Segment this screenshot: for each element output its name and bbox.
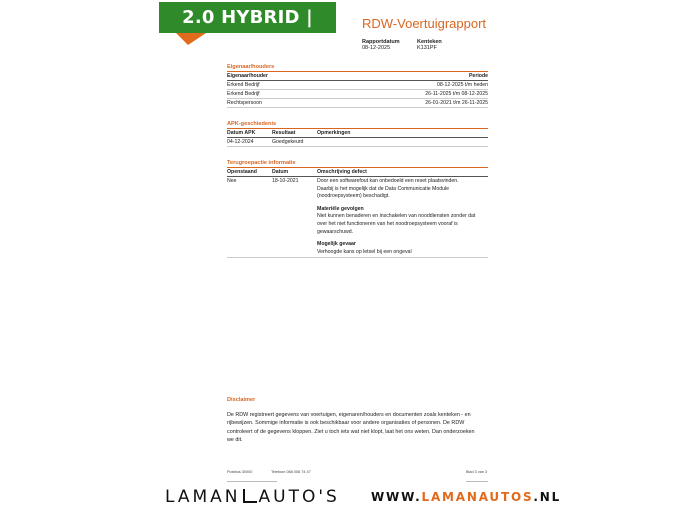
material-line: Niet kunnen benaderen en inschakelen van nooddiensten zonder dat: [317, 213, 476, 220]
material-line: gewaarschuwd.: [317, 228, 354, 235]
website-url: [371, 490, 561, 504]
promo-banner-text: 2.0 HYBRID | CARPLAY: [182, 7, 313, 59]
footer-cut-line: [466, 481, 488, 482]
recall-col-description: Omschrijving defect: [317, 169, 367, 175]
material-consequences-title: Materiële gevolgen: [317, 205, 364, 212]
report-title: RDW-Voertuigrapport: [362, 16, 487, 31]
owners-col-owner: Eigenaar/houder: [227, 73, 268, 79]
table-row: [227, 90, 488, 99]
owners-header-row: [227, 72, 488, 81]
table-row: [227, 99, 488, 108]
owners-title: Eigenaar/houders: [227, 64, 488, 72]
footer-phone: Telefoon 088 008 74 47: [271, 470, 311, 474]
license-plate-label: Kenteken: [417, 39, 442, 45]
description-line: (noodroepsysteem) beschadigt.: [317, 193, 390, 200]
period-cell: 08-12-2025 t/m heden: [436, 82, 488, 88]
apk-remarks-cell: [317, 138, 488, 146]
report-date-block: [362, 39, 400, 51]
owner-cell: Erkend Bedrijf: [227, 82, 260, 88]
recall-description-cell: [317, 178, 488, 256]
apk-section: [227, 121, 488, 147]
apk-date-cell: 04-12-2024: [227, 139, 254, 145]
report-date-value: 08-12-2025: [362, 45, 391, 51]
recall-open-cell: Nee: [227, 178, 237, 184]
url-suffix: .NL: [533, 490, 562, 504]
report-date-label: Rapportdatum: [362, 39, 400, 45]
apk-col-date: Datum APK: [227, 130, 256, 136]
logo-text-right: AUTO'S: [258, 487, 340, 507]
recall-col-date: Datum: [272, 169, 289, 175]
description-line: Daarbij is het mogelijk dat de Data Communicatie Module: [317, 185, 450, 192]
disclaimer-line: rijbewijzen. Sommige informatie is ook beschikbaar voor andere organisaties of personen. De RDW: [227, 420, 465, 427]
disclaimer-line: we dit.: [227, 437, 243, 444]
recall-date-cell: 18-10-2021: [272, 178, 299, 184]
logo-text-left: LAMAN: [165, 487, 241, 507]
table-row: [227, 81, 488, 90]
license-plate-block: [417, 39, 442, 51]
apk-result-cell: Goedgekeurd: [272, 139, 304, 145]
possible-danger-text: Verhoogde kans op letsel bij een ongeval: [317, 248, 412, 255]
disclaimer-section: [227, 396, 489, 445]
laman-autos-logo: [165, 487, 340, 507]
disclaimer-line: De RDW registreert gegevens van voertuigen, eigenaren/houders en documenten zoals kenteken - en: [227, 411, 471, 418]
logo-l-mark-icon: [243, 489, 257, 503]
disclaimer-line: controleert of de gegevens kloppen. Ziet u toch iets wat niet klopt, laat het ons weten. Dan onderzoeken: [227, 428, 475, 435]
recall-header-row: [227, 168, 488, 177]
apk-header-row: [227, 129, 488, 138]
owners-section: [227, 64, 488, 108]
orange-flag-decoration: [176, 33, 206, 45]
recall-title: Terugroepactie informatie: [227, 160, 488, 168]
recall-col-open: Openstaand: [227, 169, 257, 175]
disclaimer-title: Disclaimer: [227, 397, 256, 403]
footer-page-number: Blad 3 van 3: [466, 470, 488, 474]
period-cell: 26-01-2021 t/m 26-11-2025: [425, 100, 488, 106]
table-row: [227, 177, 488, 258]
owner-cell: Rechtspersoon: [227, 100, 262, 106]
footer-cut-line: [227, 481, 277, 482]
promo-banner: [159, 2, 336, 59]
apk-title: APK-geschiedenis: [227, 121, 488, 129]
material-line: over het niet functioneren van het noodroepsysteem vooraf is: [317, 220, 458, 227]
url-prefix: WWW.: [371, 490, 422, 504]
owner-cell: Erkend Bedrijf: [227, 91, 260, 97]
period-cell: 26-11-2025 t/m 08-12-2025: [425, 91, 488, 97]
description-line: Door een softwarefout kan onbedoeld een reset plaatsvinden.: [317, 178, 459, 184]
table-row: [227, 138, 488, 147]
license-plate-value: K131PF: [417, 45, 437, 51]
apk-col-result: Resultaat: [272, 130, 296, 136]
url-main: LAMANAUTOS: [421, 490, 534, 504]
footer-postbus: Postbus 30000: [227, 470, 253, 474]
recall-section: [227, 160, 488, 258]
apk-col-remarks: Opmerkingen: [317, 130, 351, 136]
owners-col-period: Periode: [468, 73, 488, 79]
possible-danger-title: Mogelijk gevaar: [317, 241, 356, 248]
